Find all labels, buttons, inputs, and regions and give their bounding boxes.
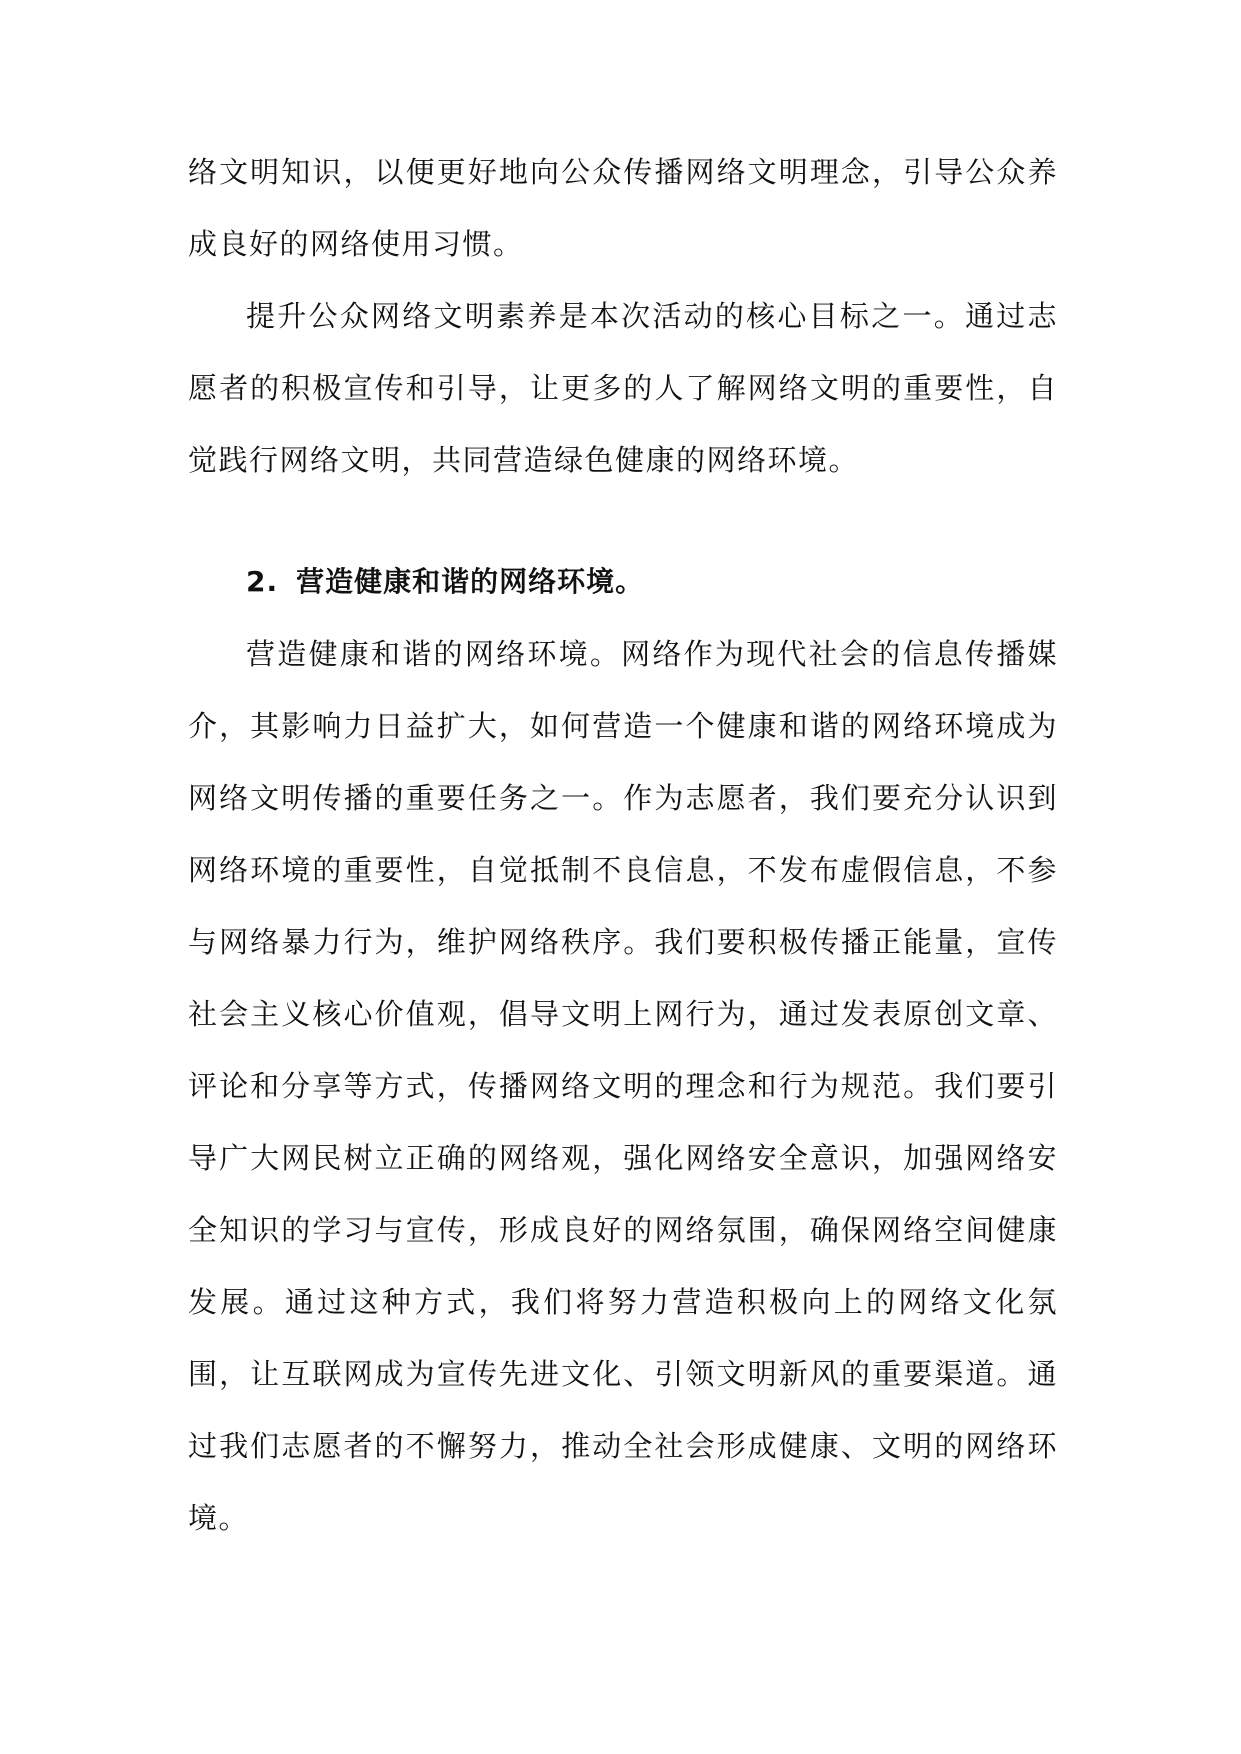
section-heading [246, 546, 644, 618]
section-number: 2. [246, 565, 279, 598]
paragraph-healthy-environment: 营造健康和谐的网络环境。网络作为现代社会的信息传播媒介，其影响力日益扩大，如何营造一个健康和谐的网络环境成为网络文明传播的重要任务之一。作为志愿者，我们要充分认识到网络环境的重要性，自觉抵制不良信息，不发布虚假信息，不参与网络暴力行为，维护网络秩序。我们要积极传播正能量，宣传社会主义核心价值观，倡导文明上网行为，通过发表原创文章、评论和分享等方式，传播网络文明的理念和行为规范。我们要引导广大网民树立正确的网络观，强化网络安全意识，加强网络安全知识的学习与宣传，形成良好的网络氛围，确保网络空间健康发展。通过这种方式，我们将努力营造积极向上的网络文化氛围，让互联网成为宣传先进文化、引领文明新风的重要渠道。通过我们志愿者的不懈努力，推动全社会形成健康、文明的网络环境。 [188, 637, 1058, 1535]
section-title: 营造健康和谐的网络环境。 [296, 565, 645, 598]
paragraph-literacy-goal: 提升公众网络文明素养是本次活动的核心目标之一。通过志愿者的积极宣传和引导，让更多的人了解网络文明的重要性，自觉践行网络文明，共同营造绿色健康的网络环境。 [188, 299, 1058, 477]
paragraph-continuation: 络文明知识，以便更好地向公众传播网络文明理念，引导公众养成良好的网络使用习惯。 [188, 155, 1058, 261]
